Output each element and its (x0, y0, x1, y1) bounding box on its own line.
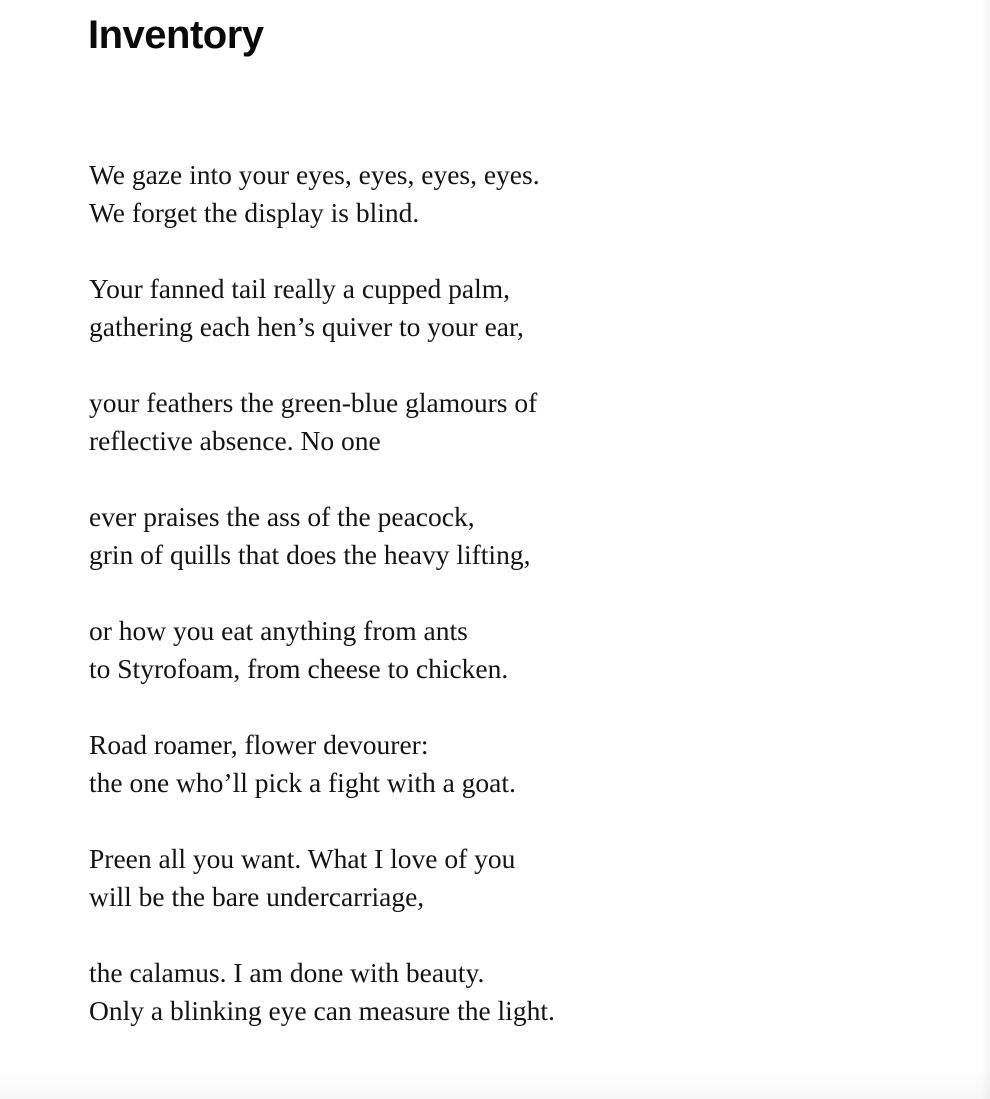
stanza (89, 954, 949, 1030)
poem-line: We gaze into your eyes, eyes, eyes, eyes. (89, 159, 540, 190)
stanza (89, 612, 949, 688)
poem-line: or how you eat anything from ants (89, 615, 468, 646)
poem-line: grin of quills that does the heavy lifting, (89, 539, 531, 570)
page-edge-shadow (980, 0, 990, 1099)
poem-line: reflective absence. No one (89, 425, 381, 456)
poem-line: the calamus. I am done with beauty. (89, 957, 485, 988)
poem-line: ever praises the ass of the peacock, (89, 501, 475, 532)
stanza (89, 498, 949, 574)
poem-line: the one who’ll pick a fight with a goat. (89, 767, 516, 798)
poem-line: Preen all you want. What I love of you (89, 843, 516, 874)
page-bottom-shadow (0, 1069, 990, 1099)
stanza (89, 270, 949, 346)
poem-line: Road roamer, flower devourer: (89, 729, 429, 760)
poem-line: Your fanned tail really a cupped palm, (89, 273, 511, 304)
stanza (89, 840, 949, 916)
stanza (89, 156, 949, 232)
poem-line: will be the bare undercarriage, (89, 881, 425, 912)
poem-line: to Styrofoam, from cheese to chicken. (89, 653, 509, 684)
stanza (89, 384, 949, 460)
poem-body (89, 156, 949, 1030)
poem-line: Only a blinking eye can measure the light. (89, 995, 555, 1026)
stanza (89, 726, 949, 802)
poem-line: your feathers the green-blue glamours of (89, 387, 538, 418)
poem-title: Inventory (88, 13, 264, 57)
poem-line: gathering each hen’s quiver to your ear, (89, 311, 524, 342)
poem-line: We forget the display is blind. (89, 197, 420, 228)
